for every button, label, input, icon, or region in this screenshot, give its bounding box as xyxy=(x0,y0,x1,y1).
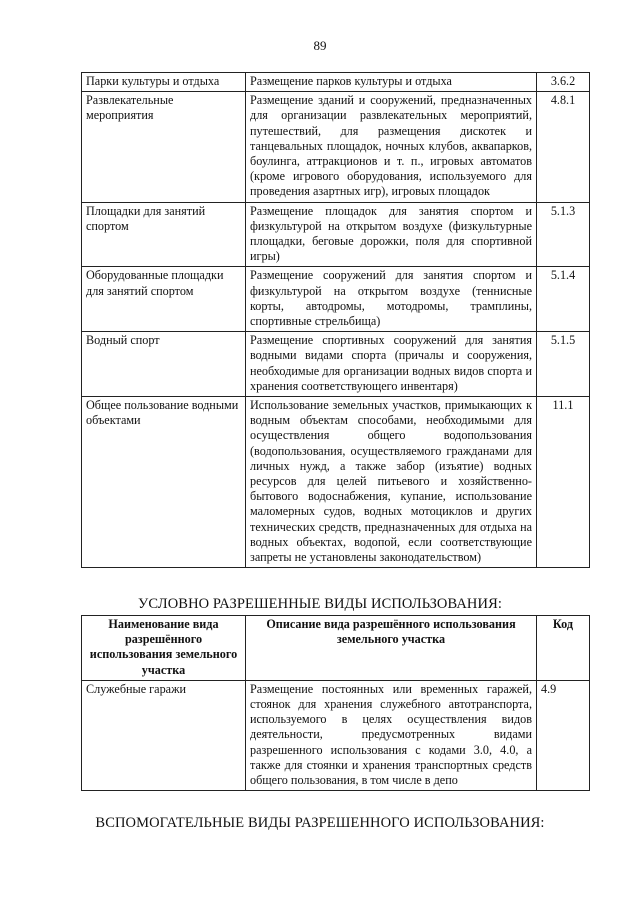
use-description-cell: Использование земельных участков, примыкающих к водным объектам способами, необходимыми для осуществления общего водопользования (водопользования, осуществляемого гражданами для личных нужд, а также забор (изъятие) водных ресурсов для целей питьевого и хозяйственно-бытового водоснабжения, купание, использование маломерных судов, водных мотоциклов и других технических средств, предназначенных для отдыха на водных объектах, водопой, если соответствующие запреты не установлены законодательством) xyxy=(246,397,537,568)
use-code-cell: 11.1 xyxy=(537,397,590,568)
use-description-cell: Размещение постоянных или временных гаражей, стоянок для хранения служебного автотранспорта, используемого в целях осуществления видов деятельности, предусмотренных видами разрешенного использования с кодами 3.0, 4.0, а также для стоянки и хранения транспортных средств общего пользования, в том числе в депо xyxy=(246,680,537,790)
use-description-cell: Размещение спортивных сооружений для занятия водными видами спорта (причалы и сооружения, необходимые для организации водных видов спорта и хранения соответствующего инвентаря) xyxy=(246,332,537,397)
use-name-cell: Развлекательные мероприятия xyxy=(82,92,246,202)
use-name-cell: Водный спорт xyxy=(82,332,246,397)
conditional-uses-heading: УСЛОВНО РАЗРЕШЕННЫЕ ВИДЫ ИСПОЛЬЗОВАНИЯ: xyxy=(138,596,502,612)
table-row xyxy=(82,680,590,790)
table-header-row xyxy=(82,616,590,681)
table-row xyxy=(82,332,590,397)
table-row xyxy=(82,92,590,202)
use-code-cell: 5.1.4 xyxy=(537,267,590,332)
auxiliary-uses-heading: ВСПОМОГАТЕЛЬНЫЕ ВИДЫ РАЗРЕШЕННОГО ИСПОЛЬЗОВАНИЯ: xyxy=(95,815,545,831)
description-column-header: Описание вида разрешённого использования земельного участка xyxy=(246,616,537,681)
table-row xyxy=(82,202,590,267)
use-code-cell: 5.1.5 xyxy=(537,332,590,397)
permitted-uses-table xyxy=(81,72,590,568)
use-description-cell: Размещение сооружений для занятия спортом и физкультурой на открытом воздухе (теннисные корты, автодромы, мотодромы, трамплины, спортивные стрельбища) xyxy=(246,267,537,332)
use-description-cell: Размещение зданий и сооружений, предназначенных для организации развлекательных мероприятий, путешествий, для размещения дискотек и танцевальных площадок, ночных клубов, аквапарков, боулинга, аттракционов и т. п., игровых автоматов (кроме игрового оборудования, используемого для проведения азартных игр), игровых площадок xyxy=(246,92,537,202)
code-column-header: Код xyxy=(537,616,590,681)
use-name-cell: Служебные гаражи xyxy=(82,680,246,790)
table-row xyxy=(82,73,590,92)
use-code-cell: 5.1.3 xyxy=(537,202,590,267)
table-row xyxy=(82,397,590,568)
use-name-cell: Парки культуры и отдыха xyxy=(82,73,246,92)
use-name-cell: Площадки для занятий спортом xyxy=(82,202,246,267)
use-code-cell: 4.8.1 xyxy=(537,92,590,202)
name-column-header: Наименование вида разрешённого использования земельного участка xyxy=(82,616,246,681)
use-name-cell: Общее пользование водными объектами xyxy=(82,397,246,568)
use-name-cell: Оборудованные площадки для занятий спортом xyxy=(82,267,246,332)
use-description-cell: Размещение парков культуры и отдыха xyxy=(246,73,537,92)
page-number: 89 xyxy=(313,38,327,53)
conditional-uses-table xyxy=(81,615,590,791)
table-row xyxy=(82,267,590,332)
use-code-cell: 3.6.2 xyxy=(537,73,590,92)
use-code-cell: 4.9 xyxy=(537,680,590,790)
use-description-cell: Размещение площадок для занятия спортом и физкультурой на открытом воздухе (физкультурные площадки, беговые дорожки, поля для спортивной игры) xyxy=(246,202,537,267)
